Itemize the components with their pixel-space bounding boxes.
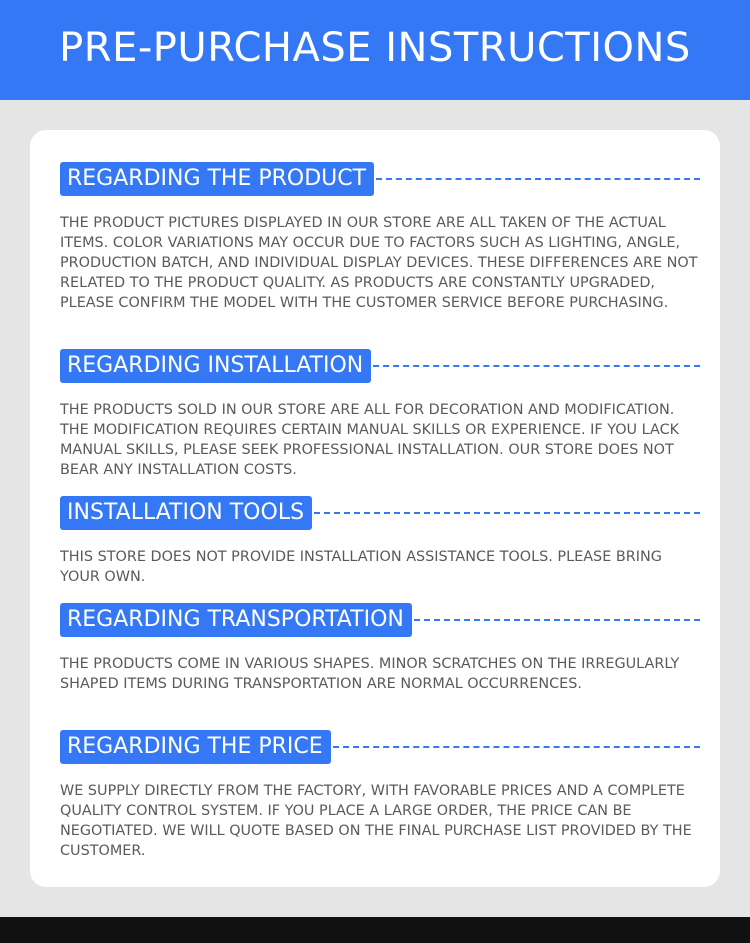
section-heading: REGARDING THE PRODUCT — [60, 162, 374, 196]
section-body: THE PRODUCTS SOLD IN OUR STORE ARE ALL FOR DECORATION AND MODIFICATION. THE MODIFICATION REQUIRES CERTAIN MANUAL SKILLS OR EXPERIENCE. IF YOU LACK MANUAL SKILLS, PLEASE SEEK PROFESSIONAL INSTALLATION. OUR STORE DOES NOT BEAR ANY INSTALLATION COSTS. — [60, 402, 680, 478]
instructions-card — [30, 130, 720, 887]
dashed-divider — [314, 512, 700, 514]
dashed-divider — [414, 619, 700, 621]
section-installation-tools — [60, 496, 700, 587]
section-heading: INSTALLATION TOOLS — [60, 496, 312, 530]
footer-bar — [0, 917, 750, 943]
page-title: PRE-PURCHASE INSTRUCTIONS — [59, 25, 691, 71]
section-body: THE PRODUCT PICTURES DISPLAYED IN OUR STORE ARE ALL TAKEN OF THE ACTUAL ITEMS. COLOR VARIATIONS MAY OCCUR DUE TO FACTORS SUCH AS LIGHTING, ANGLE, PRODUCTION BATCH, AND INDIVIDUAL DISPLAY DEVICES. THESE DIFFERENCES ARE NOT RELATED TO THE PRODUCT QUALITY. AS PRODUCTS ARE CONSTANTLY UPGRADED, PLEASE CONFIRM THE MODEL WITH THE CUSTOMER SERVICE BEFORE PURCHASING. — [60, 215, 698, 311]
section-heading-row — [60, 162, 700, 196]
section-regarding-installation — [60, 349, 700, 480]
section-body: THIS STORE DOES NOT PROVIDE INSTALLATION ASSISTANCE TOOLS. PLEASE BRING YOUR OWN. — [60, 549, 662, 585]
section-heading: REGARDING INSTALLATION — [60, 349, 371, 383]
section-heading: REGARDING TRANSPORTATION — [60, 603, 412, 637]
dashed-divider — [333, 746, 700, 748]
section-heading-row — [60, 349, 700, 383]
section-heading-row — [60, 603, 700, 637]
section-body: THE PRODUCTS COME IN VARIOUS SHAPES. MINOR SCRATCHES ON THE IRREGULARLY SHAPED ITEMS DURING TRANSPORTATION ARE NORMAL OCCURRENCES. — [60, 656, 680, 692]
section-heading: REGARDING THE PRICE — [60, 730, 331, 764]
dashed-divider — [376, 178, 700, 180]
section-heading-row — [60, 730, 700, 764]
section-regarding-transportation — [60, 603, 700, 694]
header-banner — [0, 0, 750, 100]
section-regarding-price — [60, 730, 700, 861]
section-heading-row — [60, 496, 700, 530]
section-regarding-product — [60, 162, 700, 313]
dashed-divider — [373, 365, 700, 367]
section-body: WE SUPPLY DIRECTLY FROM THE FACTORY, WITH FAVORABLE PRICES AND A COMPLETE QUALITY CONTROL SYSTEM. IF YOU PLACE A LARGE ORDER, THE PRICE CAN BE NEGOTIATED. WE WILL QUOTE BASED ON THE FINAL PURCHASE LIST PROVIDED BY THE CUSTOMER. — [60, 783, 692, 859]
